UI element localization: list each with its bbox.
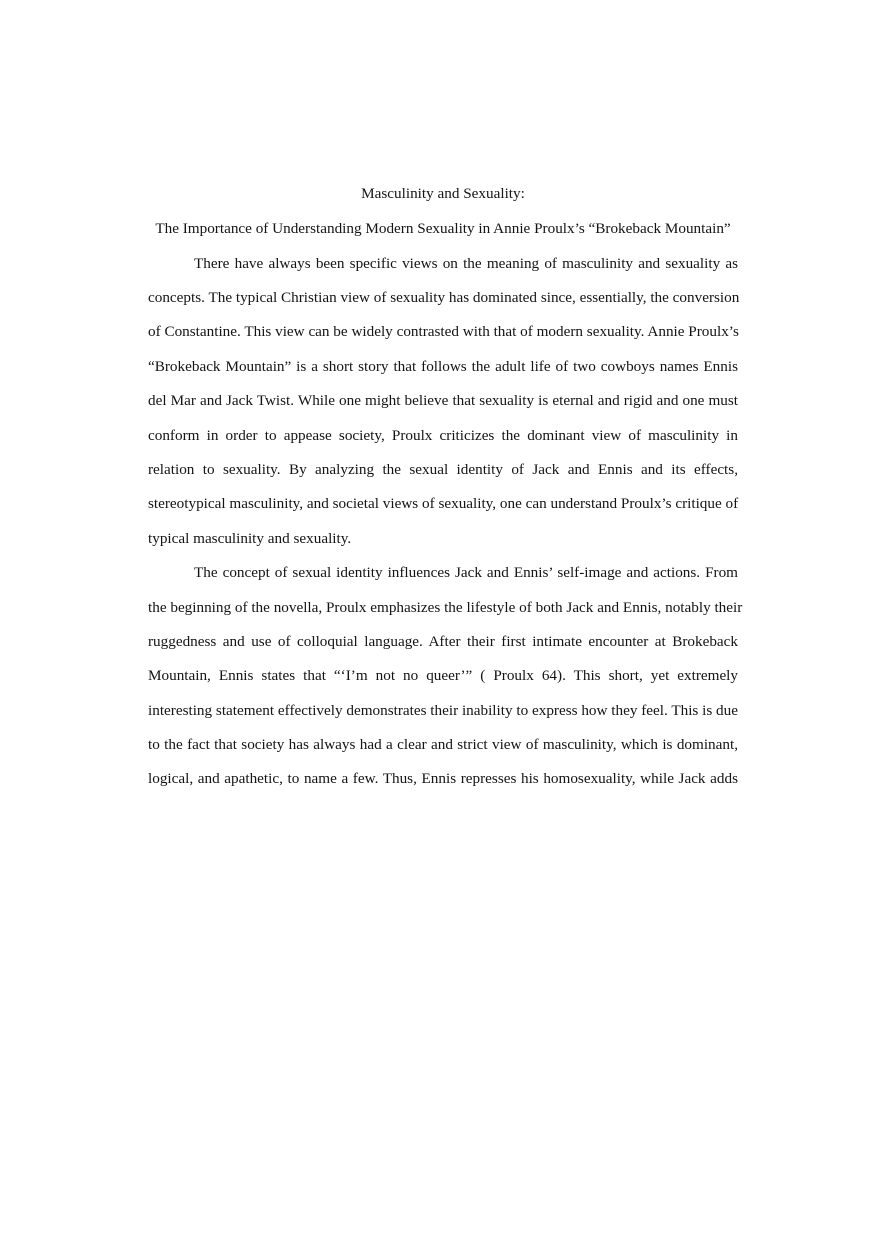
paragraph-1-line: typical masculinity and sexuality. — [148, 530, 352, 547]
paragraph-2-line: to the fact that society has always had a clear and strict view of masculinity, which is dominant, — [148, 736, 738, 753]
paragraph-1-line: conform in order to appease society, Proulx criticizes the dominant view of masculinity in — [148, 427, 738, 444]
paragraph-1-line: relation to sexuality. By analyzing the sexual identity of Jack and Ennis and its effects, — [148, 461, 738, 478]
paragraph-1-line: del Mar and Jack Twist. While one might believe that sexuality is eternal and rigid and one must — [148, 392, 738, 409]
paragraph-1-line: stereotypical masculinity, and societal views of sexuality, one can understand Proulx’s critique of — [148, 495, 739, 512]
paragraph-2-line: the beginning of the novella, Proulx emphasizes the lifestyle of both Jack and Ennis, notably their — [148, 599, 743, 616]
paragraph-2-line: interesting statement effectively demonstrates their inability to express how they feel. This is due — [148, 702, 738, 719]
paragraph-2-line: The concept of sexual identity influences Jack and Ennis’ self-image and actions. From — [194, 564, 738, 581]
paragraph-2-line: Mountain, Ennis states that “‘I’m not no queer’” ( Proulx 64). This short, yet extremely — [148, 667, 738, 684]
document-title: Masculinity and Sexuality: — [361, 185, 525, 202]
paragraph-1-line: “Brokeback Mountain” is a short story that follows the adult life of two cowboys names Ennis — [148, 358, 738, 375]
paragraph-2-line: ruggedness and use of colloquial language. After their first intimate encounter at Brokeback — [148, 633, 738, 650]
document-subtitle: The Importance of Understanding Modern Sexuality in Annie Proulx’s “Brokeback Mountain” — [155, 220, 731, 237]
paragraph-1-line: of Constantine. This view can be widely contrasted with that of modern sexuality. Annie Proulx’s — [148, 323, 739, 340]
paragraph-1-line: concepts. The typical Christian view of sexuality has dominated since, essentially, the conversion — [148, 289, 740, 306]
paragraph-2-line: logical, and apathetic, to name a few. Thus, Ennis represses his homosexuality, while Jack adds — [148, 770, 738, 787]
paragraph-1-line: There have always been specific views on the meaning of masculinity and sexuality as — [194, 255, 738, 272]
